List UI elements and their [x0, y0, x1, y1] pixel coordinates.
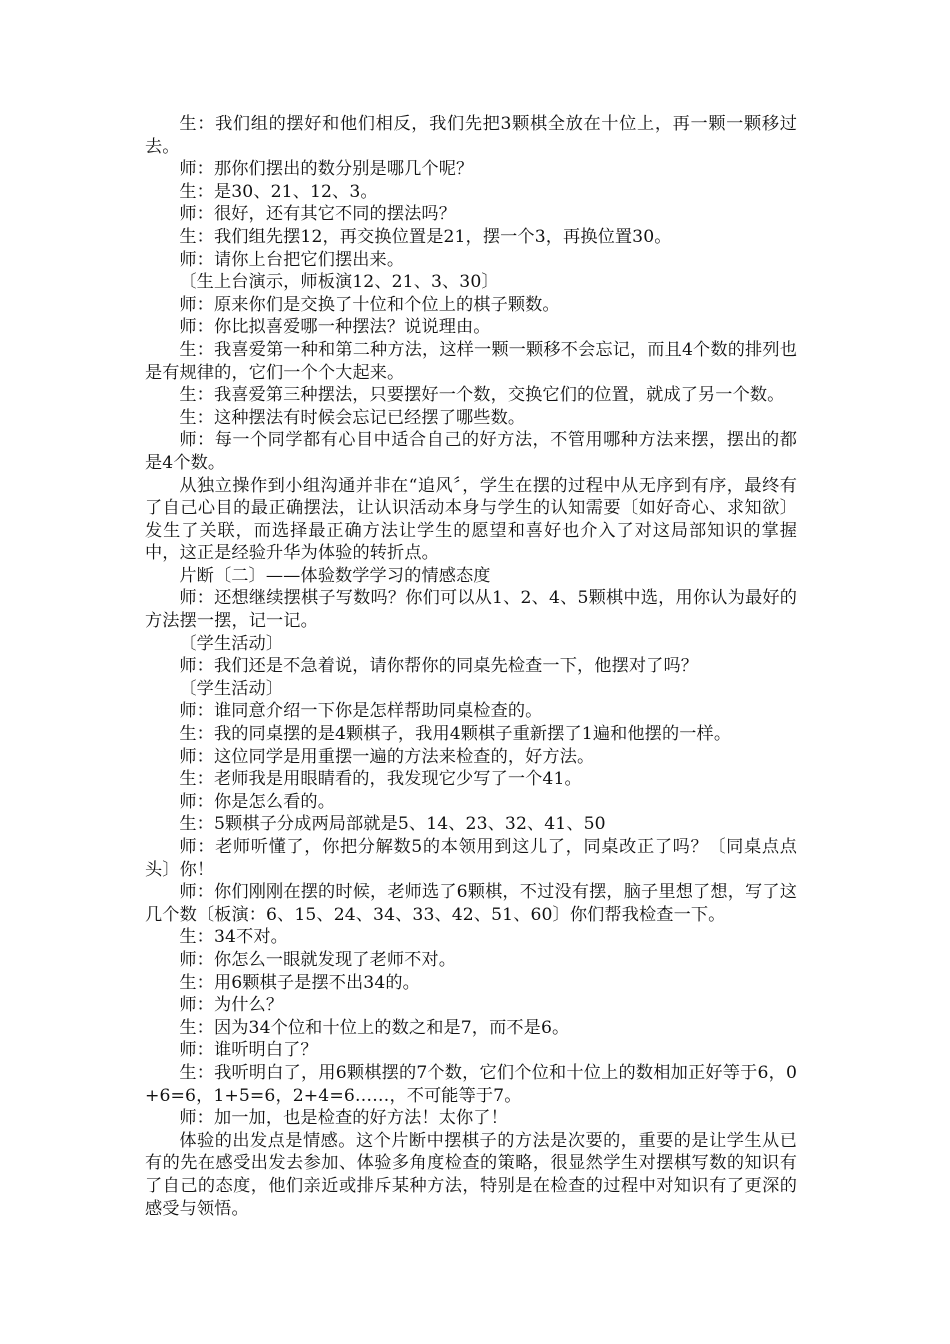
paragraph-26: 师：老师听懂了，你把分解数5的本领用到这儿了，同桌改正了吗？〔同桌点点头〕你！: [145, 837, 797, 880]
paragraph-30: 生：用6颗棋子是摆不出34的。: [179, 972, 420, 993]
paragraph-18: 师：我们还是不急着说，请你帮你的同桌先检查一下，他摆对了吗？: [179, 656, 699, 677]
paragraph-16: 师：还想继续摆棋子写数吗？你们可以从1、2、4、5颗棋中选，用你认为最好的方法摆一摆，记一记。: [145, 588, 797, 632]
paragraph-14: 从独立操作到小组沟通并非在“追风〞，学生在摆的过程中从无序到有序，最终有了自己心目的最正确摆法，让认识活动本身与学生的认知需要〔如好奇心、求知欲〕发生了关联，而选择最正确方法让学生的愿望和喜好也介入了对这局部知识的掌握中，这正是经验升华为体验的转折点。: [145, 475, 797, 564]
paragraph-36: 体验的出发点是情感。这个片断中摆棋子的方法是次要的，重要的是让学生从已有的先在感受出发去参加、体验多角度检查的策略，很显然学生对摆棋写数的知识有了自己的态度，他们亲近或排斥某种方法，特别是在检查的过程中对知识有了更深的感受与领悟。: [145, 1130, 797, 1219]
paragraph-31: 师：为什么？: [179, 995, 284, 1016]
paragraph-32: 生：因为34个位和十位上的数之和是7，而不是6。: [179, 1017, 570, 1038]
paragraph-9: 师：你比拟喜爱哪一种摆法？说说理由。: [179, 317, 491, 338]
paragraph-6: 师：请你上台把它们摆出来。: [179, 249, 405, 270]
paragraph-2: 师：那你们摆出的数分别是哪几个呢？: [179, 159, 474, 180]
paragraph-19: 〔学生活动〕: [179, 678, 284, 699]
paragraph-22: 师：这位同学是用重摆一遍的方法来检查的，好方法。: [179, 746, 595, 767]
paragraph-35: 师：加一加，也是检查的好方法！太你了！: [179, 1108, 508, 1129]
paragraph-4: 师：很好，还有其它不同的摆法吗？: [179, 204, 456, 225]
paragraph-7: 〔生上台演示，师板演12、21、3、30〕: [179, 272, 499, 293]
paragraph-24: 师：你是怎么看的。: [179, 791, 335, 812]
paragraph-10: 生：我喜爱第一种和第二种方法，这样一颗一颗移不会忘记，而且4个数的排列也是有规律的，它们一个个大起来。: [145, 339, 797, 383]
paragraph-5: 生：我们组先摆12，再交换位置是21，摆一个3，再换位置30。: [179, 226, 672, 247]
paragraph-3: 生：是30、21、12、3。: [179, 181, 378, 202]
paragraph-27: 师：你们刚刚在摆的时候，老师选了6颗棋，不过没有摆，脑子里想了想，写了这几个数〔板演：6、15、24、34、33、42、51、60〕你们帮我检查一下。: [145, 882, 797, 925]
paragraph-12: 生：这种摆法有时候会忘记已经摆了哪些数。: [179, 407, 526, 428]
paragraph-21: 生：我的同桌摆的是4颗棋子，我用4颗棋子重新摆了1遍和他摆的一样。: [179, 724, 732, 745]
paragraph-11: 生：我喜爱第三种摆法，只要摆好一个数，交换它们的位置，就成了另一个数。: [179, 385, 785, 406]
paragraph-25: 生：5颗棋子分成两局部就是5、14、23、32、41、50: [179, 814, 606, 835]
paragraph-33: 师：谁听明白了？: [179, 1040, 318, 1061]
paragraph-23: 生：老师我是用眼睛看的，我发现它少写了一个41。: [179, 769, 582, 790]
paragraph-28: 生：34不对。: [179, 927, 288, 948]
paragraph-1: 生：我们组的摆好和他们相反，我们先把3颗棋全放在十位上，再一颗一颗移过去。: [145, 114, 797, 157]
document-page: [145, 113, 797, 1220]
section-heading: 片断〔二〕——体验数学学习的情感态度: [179, 565, 491, 586]
paragraph-13: 师：每一个同学都有心目中适合自己的好方法，不管用哪种方法来摆，摆出的都是4个数。: [145, 430, 797, 473]
paragraph-8: 师：原来你们是交换了十位和个位上的棋子颗数。: [179, 294, 560, 315]
paragraph-29: 师：你怎么一眼就发现了老师不对。: [179, 949, 456, 970]
paragraph-20: 师：谁同意介绍一下你是怎样帮助同桌检查的。: [179, 701, 543, 722]
paragraph-34: 生：我听明白了，用6颗棋摆的7个数，它们个位和十位上的数相加正好等于6，0+6=6，1+5=6，2+4=6……，不可能等于7。: [145, 1062, 797, 1106]
paragraph-17: 〔学生活动〕: [179, 633, 284, 654]
